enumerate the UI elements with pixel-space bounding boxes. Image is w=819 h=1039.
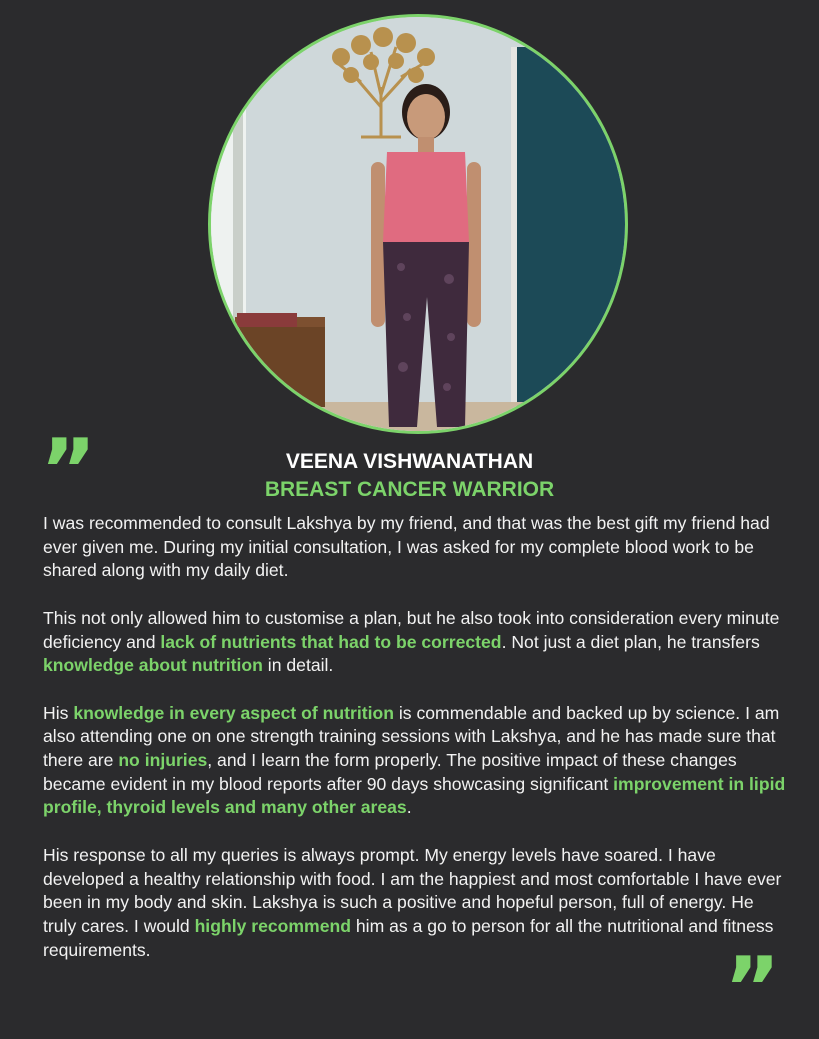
testimonial-paragraph-4 [43, 844, 788, 963]
testimonial-paragraph-3 [43, 702, 788, 821]
paragraph-text: . Not just a diet plan, he transfers [501, 631, 760, 652]
paragraph-text: . [406, 797, 412, 818]
paragraph-text: , and I learn the form properly. The positive impact of these changes became evident in my blood reports after 90 days showcasing significant [43, 750, 737, 794]
highlight-text: lack of nutrients that had to be corrected [160, 631, 502, 652]
profile-photo [208, 14, 628, 434]
closing-quote-icon: ” [724, 939, 767, 1039]
paragraph-text: I was recommended to consult Lakshya by my friend, and that was the best gift my friend had ever given me. During my initial consultation, I was asked for my complete blood work to be shared along with my daily diet. [43, 513, 770, 581]
highlight-text: knowledge in every aspect of nutrition [73, 702, 394, 723]
testimonial-paragraph-1 [43, 512, 788, 583]
paragraph-text: him as a go to person for all the nutritional and fitness requirements. [43, 915, 774, 960]
paragraph-text: This not only allowed him to customise a plan, but he also took into consideration every minute deficiency and [43, 607, 780, 652]
highlight-text: no injuries [118, 750, 208, 770]
person-title: BREAST CANCER WARRIOR [264, 478, 555, 501]
opening-quote-icon: ” [40, 421, 83, 521]
photo-illustration [211, 17, 625, 431]
highlight-text: knowledge about nutrition [43, 655, 263, 676]
paragraph-text: is commendable and backed up by science. I am also attending one on one strength training sessions with Lakshya, and he has made sure that there are [43, 702, 780, 770]
paragraph-text: His [43, 702, 74, 723]
highlight-text: highly recommend [194, 915, 351, 936]
highlight-text: improvement in lipid profile, thyroid levels and many other areas [43, 773, 786, 818]
person-name: VEENA VISHWANATHAN [285, 450, 534, 473]
paragraph-text: in detail. [262, 655, 334, 676]
testimonial-paragraph-2 [43, 607, 788, 678]
paragraph-text: His response to all my queries is always prompt. My energy levels have soared. I have developed a healthy relationship with food. I am the happiest and most comfortable I have ever been in my body and skin. Lakshya is such a positive and hopeful person, full of energy. He truly cares. I would [43, 844, 782, 936]
testimonial-text [43, 512, 788, 986]
